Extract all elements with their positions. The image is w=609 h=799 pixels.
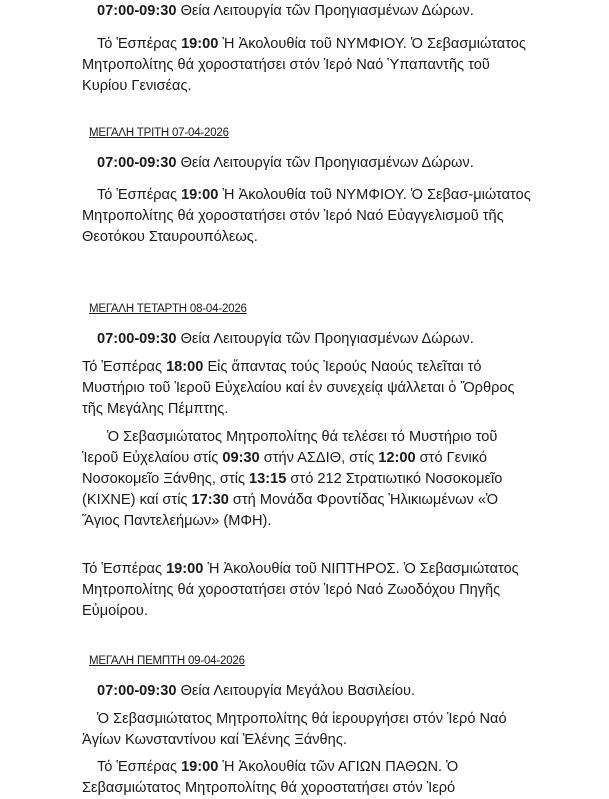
text: στό 212 Στρατιωτικό Νοσοκομεῖο [286, 471, 503, 487]
paragraph-line: Θεοτόκου Σταυρουπόλεως. [82, 229, 258, 245]
evening-line [97, 34, 609, 55]
evening-line [97, 185, 609, 206]
text: (ΚΙΧΝΕ) καί στίς [82, 492, 192, 508]
day-heading: ΜΕΓΑΛΗ ΤΡΙΤΗ 07-04-2026 [89, 127, 229, 139]
paragraph-line: Μητροπολίτης θά χοροστατήσει στόν Ἱερό Ναό Εὐαγγελισμοῦ τῆς [82, 208, 504, 224]
text: Τό Ἑσπέρας [82, 561, 167, 577]
paragraph-line: Κυρίου Γενισέας. [82, 78, 192, 94]
time: 17:30 [191, 492, 229, 508]
evening-line [82, 357, 609, 378]
paragraph-line: Ἁγίων Κωνσταντίνου καί Ἑλένης Ξάνθης. [82, 732, 347, 748]
paragraph-line: Μητροπολίτης θά χοροστατήσει στόν Ἱερό Ναό Ὑπαπαντῆς τοῦ [82, 57, 490, 73]
time: 07:00-09:30 [97, 3, 177, 19]
liturgy-line [97, 153, 609, 174]
day-heading: ΜΕΓΑΛΗ ΤΕΤΑΡΤΗ 08-04-2026 [89, 303, 247, 315]
liturgy-line [97, 1, 609, 22]
day-heading: ΜΕΓΑΛΗ ΠΕΜΠΤΗ 09-04-2026 [89, 655, 245, 667]
evening-line [82, 559, 609, 580]
paragraph-line [82, 490, 609, 511]
text: στό Γενικό [415, 450, 487, 466]
paragraph-line: τῆς Μεγάλης Πέμπτης. [82, 401, 229, 417]
text: Θεία Λειτουργία τῶν Προηγιασμένων Δώρων. [176, 155, 474, 171]
time: 19:00 [166, 561, 204, 577]
time: 07:00-09:30 [97, 155, 177, 171]
text: στή Μονάδα Φροντίδας Ἡλικιωμένων «Ὁ [228, 492, 499, 508]
paragraph-line: Ὁ Σεβασμιώτατος Μητροπολίτης θά ἱερουργήσει στόν Ἱερό Ναό [97, 711, 507, 727]
text: Ἱεροῦ Εὐχελαίου στίς [82, 450, 223, 466]
text: Ἡ Ἀκολουθία τοῦ ΝΥΜΦΙΟΥ. Ὁ Σεβασ-μιώτατος [218, 187, 531, 203]
text: Θεία Λειτουργία τῶν Προηγιασμένων Δώρων. [176, 3, 474, 19]
paragraph-line: Σεβασμιώτατος Μητροπολίτης θά χοροστατήσει στόν Ἱερό [82, 780, 456, 796]
time: 19:00 [181, 36, 219, 52]
paragraph-line [82, 448, 609, 469]
paragraph-line: Μητροπολίτης θά χοροστατήσει στόν Ἱερό Ναό Ζωοδόχου Πηγῆς [82, 582, 501, 598]
time: 13:15 [249, 471, 287, 487]
time: 19:00 [181, 187, 219, 203]
liturgy-line [97, 681, 609, 702]
time: 19:00 [181, 759, 219, 775]
paragraph-line: Ὁ Σεβασμιώτατος Μητροπολίτης θά τελέσει τό Μυστήριο τοῦ [107, 429, 498, 445]
paragraph-line: Μυστήριο τοῦ Ἱεροῦ Εὐχελαίου καί ἐν συνεχείᾳ ψάλλεται ὁ Ὄρθρος [82, 380, 515, 396]
evening-line [97, 757, 609, 778]
text: Ἡ Ἀκολουθία τῶν ΑΓΙΩΝ ΠΑΘΩΝ. Ὁ [218, 759, 459, 775]
text: Ἡ Ἀκολουθία τοῦ ΝΙΠΤΗΡΟΣ. Ὁ Σεβασμιώτατος [203, 561, 519, 577]
paragraph-line: Ἅγιος Παντελεήμων» (ΜΦΗ). [82, 513, 272, 529]
text: Τό Ἑσπέρας [97, 36, 182, 52]
text: Εἰς ἅπαντας τούς Ἱερούς Ναούς τελεῖται τό [203, 359, 482, 375]
liturgy-line [97, 329, 609, 350]
text: Ἡ Ἀκολουθία τοῦ ΝΥΜΦΙΟΥ. Ὁ Σεβασμιώτατος [218, 36, 526, 52]
time: 09:30 [222, 450, 260, 466]
text: Τό Ἑσπέρας [82, 359, 167, 375]
time: 12:00 [378, 450, 416, 466]
text: στήν ΑΣΔΙΘ, στίς [259, 450, 379, 466]
text: Τό Ἑσπέρας [97, 759, 182, 775]
time: 18:00 [166, 359, 204, 375]
time: 07:00-09:30 [97, 331, 177, 347]
paragraph-line: Εὐμοίρου. [82, 603, 148, 619]
paragraph-line [82, 469, 609, 490]
time: 07:00-09:30 [97, 683, 177, 699]
text: Θεία Λειτουργία Μεγάλου Βασιλείου. [176, 683, 416, 699]
text: Νοσοκομεῖο Ξάνθης, στίς [82, 471, 250, 487]
text: Τό Ἑσπέρας [97, 187, 182, 203]
text: Θεία Λειτουργία τῶν Προηγιασμένων Δώρων. [176, 331, 474, 347]
